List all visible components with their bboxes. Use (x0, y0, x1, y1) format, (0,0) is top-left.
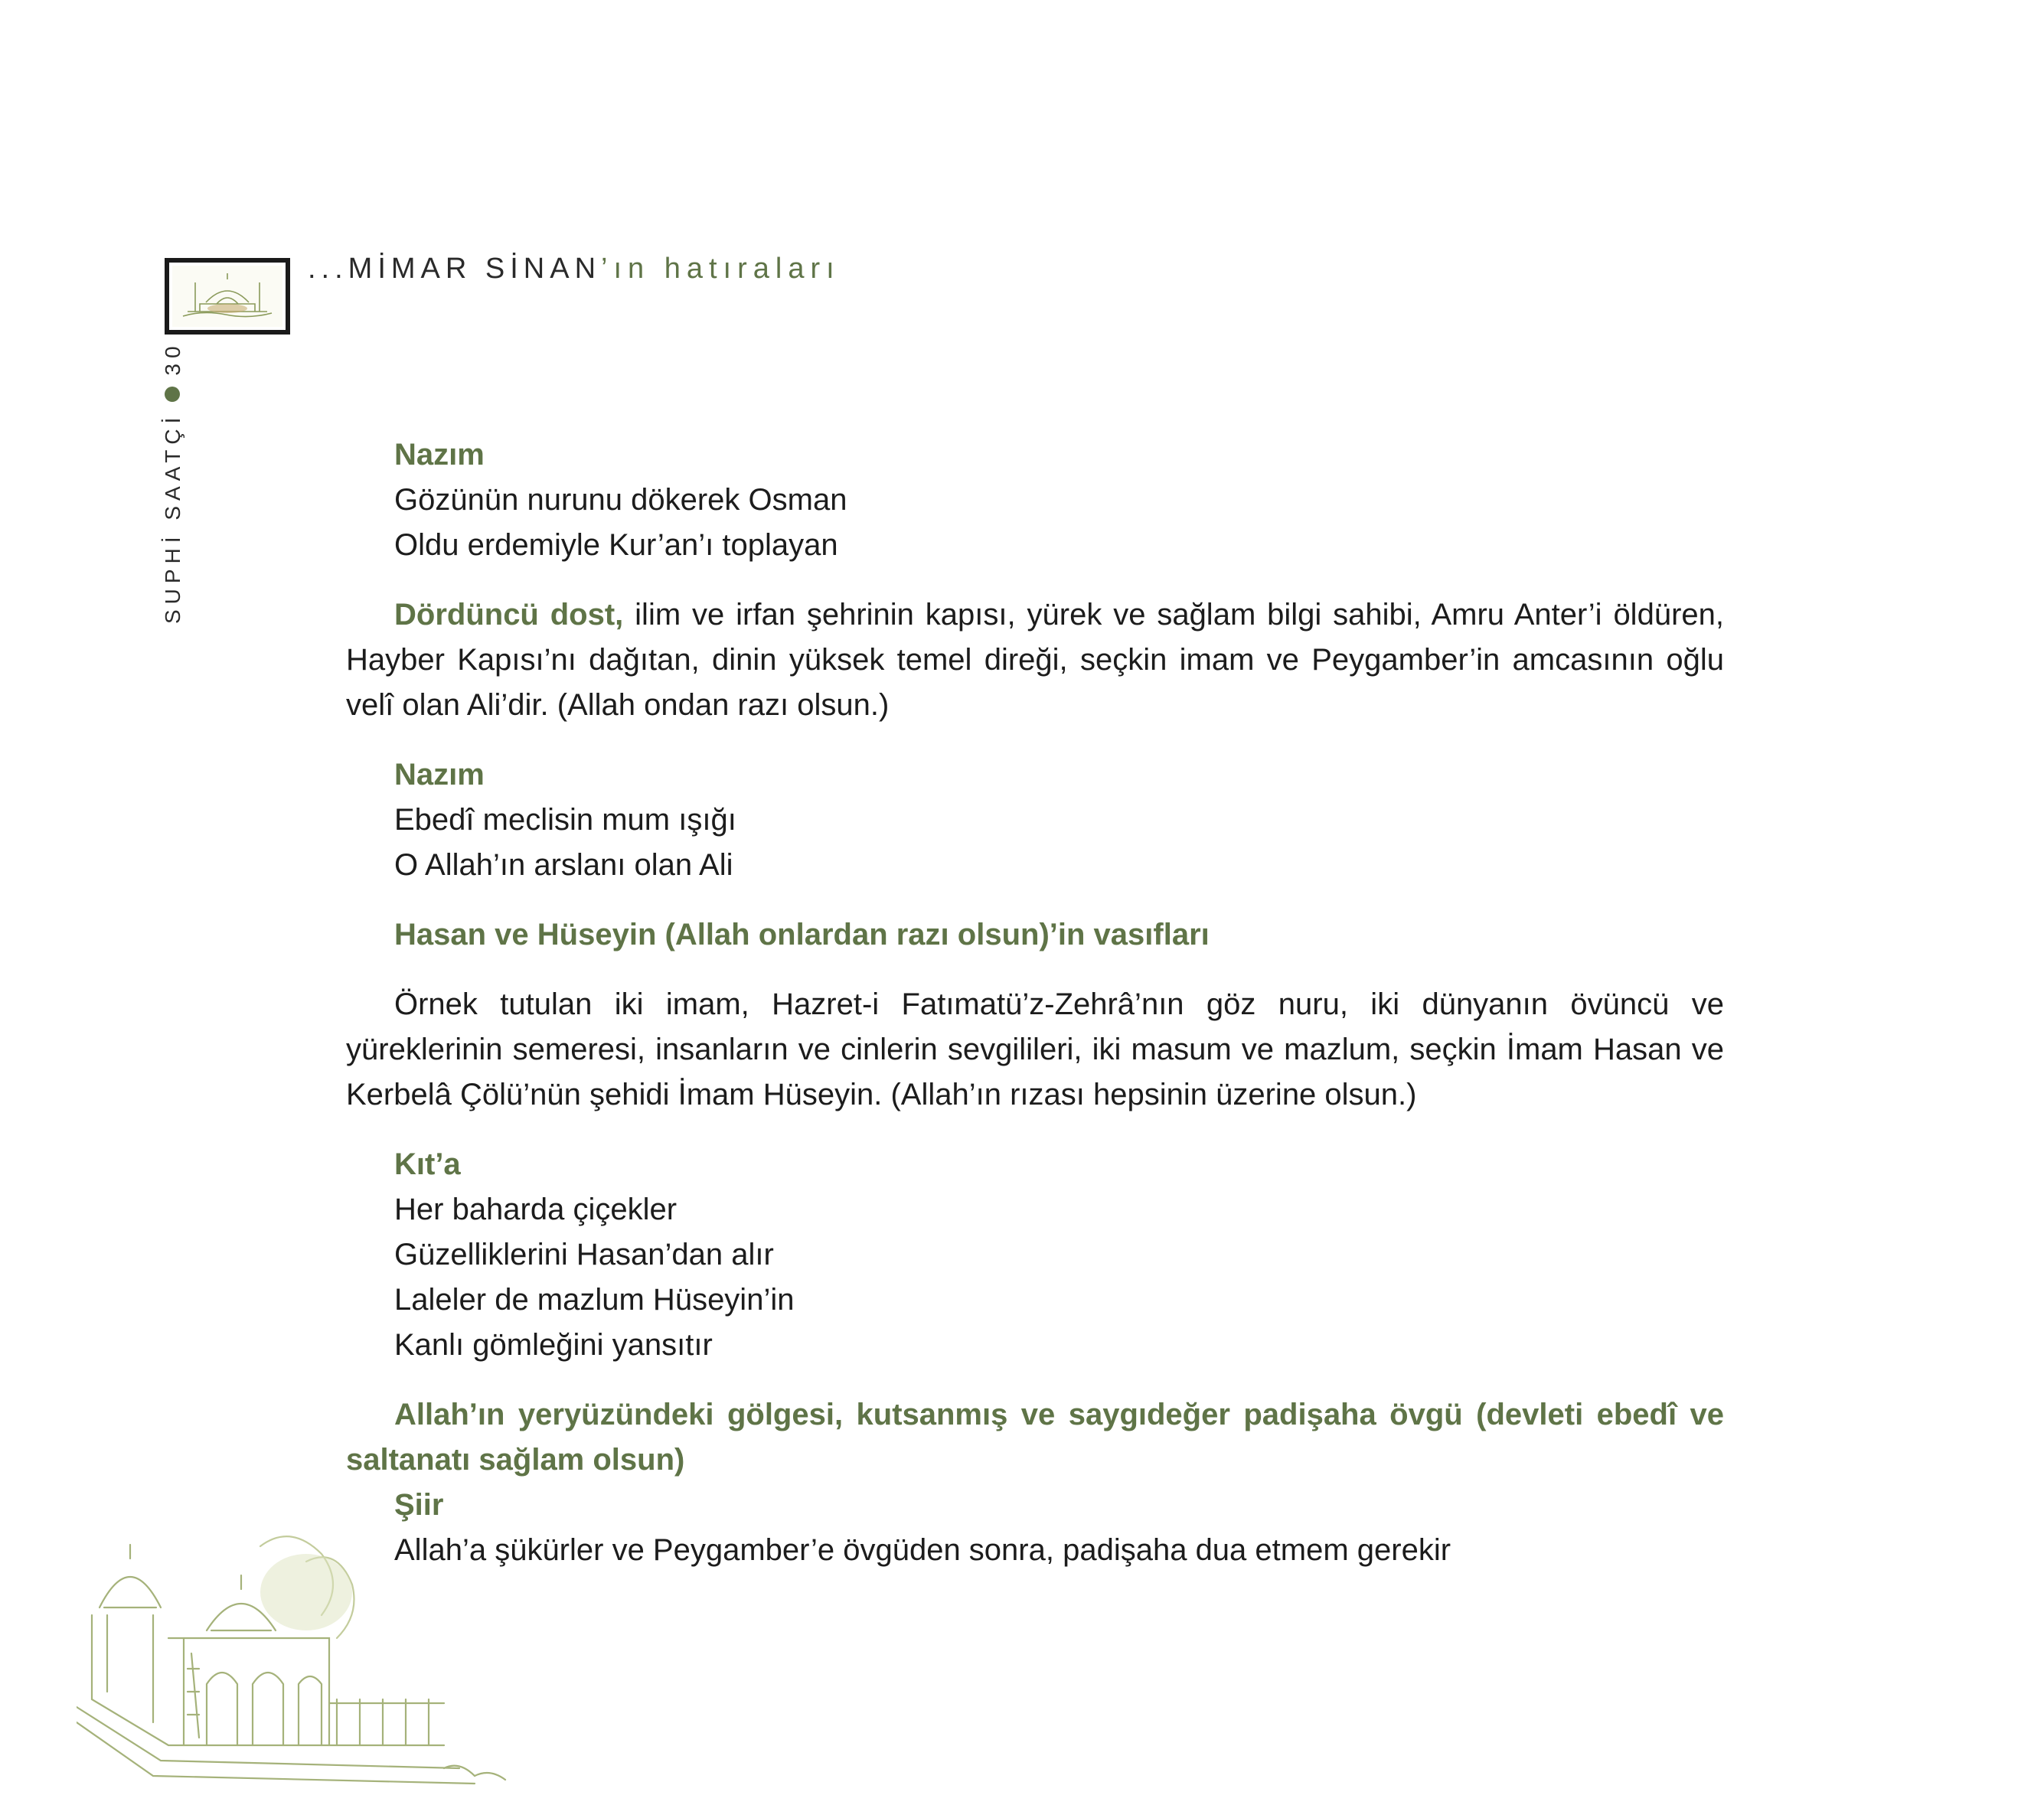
mosque-sketch-icon (172, 266, 282, 327)
verse-line: Kanlı gömleğini yansıtır (394, 1328, 713, 1362)
paragraph-lead: Dördüncü dost, (394, 598, 624, 632)
author-name: SUPHİ SAATÇİ (161, 412, 184, 624)
verse-line: Gözünün nurunu dökerek Osman (394, 483, 847, 517)
verse-line: Allah’a şükürler ve Peygamber’e övgüden sonra, padişaha dua etmem gerekir (394, 1533, 1451, 1567)
header-title-rest: ’ın hatıraları (601, 253, 841, 285)
verse-line: Ebedî meclisin mum ışığı (394, 803, 736, 837)
section-heading: Allah’ın yeryüzündeki gölgesi, kutsanmış ve saygıdeğer padişaha övgü (devleti ebedî ve saltanatı sağlam olsun) (346, 1398, 1724, 1477)
bullet-dot-icon (165, 387, 180, 402)
verse-line: Laleler de mazlum Hüseyin’in (394, 1283, 795, 1317)
section-heading: Hasan ve Hüseyin (Allah onlardan razı olsun)’in vasıfları (394, 918, 1210, 951)
verse-line: Güzelliklerini Hasan’dan alır (394, 1238, 774, 1271)
paragraph: Örnek tutulan iki imam, Hazret-i Fatımatü’z-Zehrâ’nın göz nuru, iki dünyanın övüncü ve yüreklerinin semeresi, insanların ve cinlerin sevgilileri, iki masum ve mazlum, seçkin İmam Hasan ve Kerbelâ Çölü’nün şehidi İmam Hüseyin. (Allah’ın rızası hepsinin üzerine olsun.) (346, 987, 1724, 1111)
verse-heading: Nazım (394, 438, 485, 472)
side-running-title (161, 333, 185, 624)
verse-heading: Nazım (394, 758, 485, 791)
verse-line: O Allah’ın arslanı olan Ali (394, 848, 733, 882)
page-number: 30 (161, 341, 184, 376)
verse-heading: Kıt’a (394, 1147, 461, 1181)
verse-line: Her baharda çiçekler (394, 1193, 678, 1226)
paragraph-text: ilim ve irfan şehrinin kapısı, yürek ve sağlam bilgi sahibi, Amru Anter’i öldüren, Hayber Kapısı’nı dağıtan, dinin yüksek temel direği, seçkin imam ve Peygamber’in amcasının oğlu velî olan Ali’dir. (Allah ondan razı olsun.) (346, 598, 1724, 722)
verse-line: Oldu erdemiyle Kur’an’ı toplayan (394, 528, 838, 562)
header-title-caps: ...MİMAR SİNAN (308, 253, 602, 285)
paragraph (346, 592, 1724, 728)
verse-heading: Şiir (394, 1488, 444, 1522)
page-body (346, 432, 1724, 1573)
building-sketch-icon (77, 1516, 521, 1807)
running-header (308, 253, 841, 286)
header-thumbnail (165, 258, 290, 335)
